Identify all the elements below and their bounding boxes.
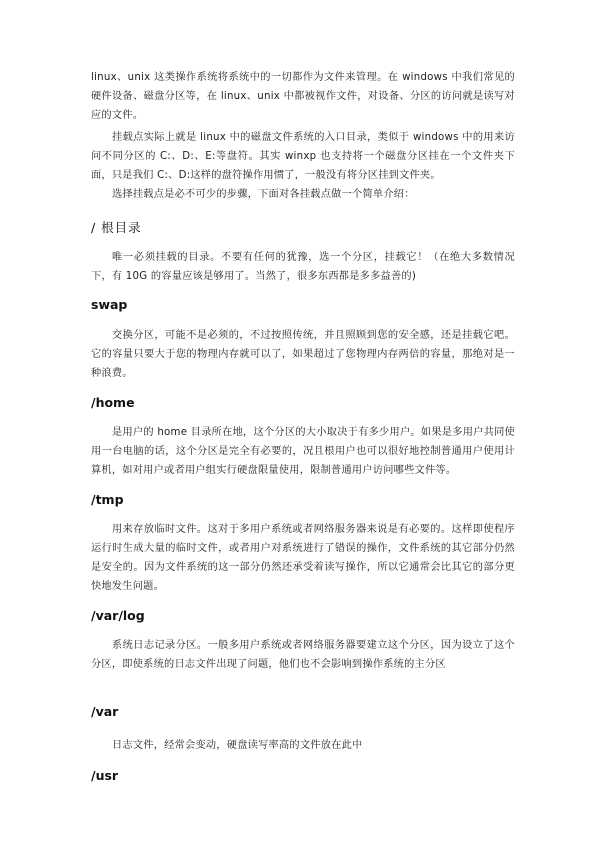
section-heading-swap: swap <box>91 297 128 312</box>
section-body-var: 日志文件，经常会变动，硬盘读写率高的文件放在此中 <box>112 740 363 751</box>
section-heading-var: /var <box>91 704 119 719</box>
section-heading-var-log: /var/log <box>91 608 145 623</box>
document-body <box>91 68 515 784</box>
section-body-tmp: 用来存放临时文件。这对于多用户系统或者网络服务器来说是有必要的。这样即使程序运行时生成大量的临时文件，或者用户对系统进行了错误的操作，文件系统的其它部分仍然是安全的。因为文件系统的这一部分仍然还承受着读写操作，所以它通常会比其它的部分更快地发生问题。 <box>91 524 515 592</box>
intro-paragraph: 选择挂载点是必不可少的步骤，下面对各挂载点做一个简单介绍： <box>112 189 415 200</box>
intro-paragraph: linux、unix 这类操作系统将系统中的一切都作为文件来管理。在 windows 中我们常见的硬件设备、磁盘分区等，在 linux、unix 中都被视作文件，对设备、分区的访问就是读写对应的文件。 <box>91 72 515 121</box>
section-body-var-log: 系统日志记录分区。一般多用户系统或者网络服务器要建立这个分区，因为设立了这个分区，即使系统的日志文件出现了问题，他们也不会影响到操作系统的主分区 <box>91 640 515 670</box>
section-body-home: 是用户的 home 目录所在地，这个分区的大小取决于有多少用户。如果是多用户共同使用一台电脑的话，这个分区是完全有必要的，况且根用户也可以很好地控制普通用户使用计算机，如对用户或者用户组实行硬盘限量使用，限制普通用户访问哪些文件等。 <box>91 427 515 476</box>
section-heading-usr: /usr <box>91 768 119 783</box>
section-heading-root: / 根目录 <box>91 220 142 235</box>
section-heading-tmp: /tmp <box>91 492 124 507</box>
section-body-swap: 交换分区，可能不是必须的，不过按照传统，并且照顾到您的安全感，还是挂载它吧。它的容量只要大于您的物理内存就可以了，如果超过了您物理内存两倍的容量，那绝对是一种浪费。 <box>91 330 515 379</box>
section-heading-home: /home <box>91 395 135 410</box>
section-body-root: 唯一必须挂载的目录。不要有任何的犹豫，选一个分区，挂载它！（在绝大多数情况下，有 10G 的容量应该是够用了。当然了，很多东西都是多多益善的) <box>91 252 515 282</box>
intro-paragraph: 挂载点实际上就是 linux 中的磁盘文件系统的入口目录，类似于 windows 中的用来访问不同分区的 C:、D:、E:等盘符。其实 winxp 也支持将一个磁盘分区挂在一个文件夹下面，只是我们 C:、D:这样的盘符操作用惯了，一般没有将分区挂到文件夹。 <box>91 132 515 181</box>
